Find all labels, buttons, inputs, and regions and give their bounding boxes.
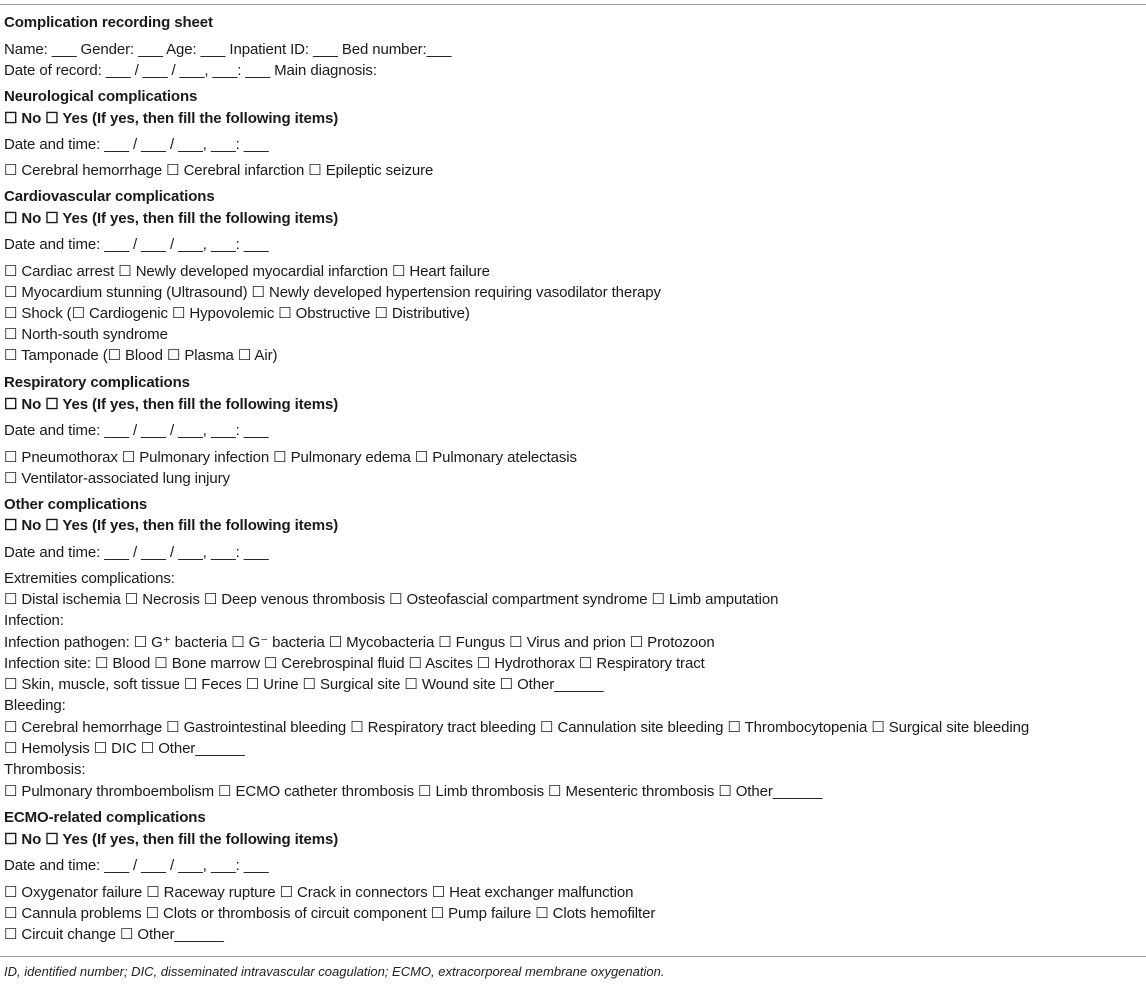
- infection-site-options-row-1[interactable]: Infection site: ☐ Blood ☐ Bone marrow ☐ Cerebrospinal fluid ☐ Ascites ☐ Hydrothorax ☐ Respiratory tract: [4, 655, 705, 672]
- ecmo-date-time-field[interactable]: Date and time: ___ / ___ / ___, ___: ___: [4, 857, 269, 874]
- section-heading-neurological: Neurological complications: [4, 88, 198, 105]
- patient-info-line: Name: ___ Gender: ___ Age: ___ Inpatient ID: ___ Bed number:___: [4, 41, 452, 58]
- neuro-date-time-field[interactable]: Date and time: ___ / ___ / ___, ___: ___: [4, 136, 269, 153]
- extremities-options[interactable]: ☐ Distal ischemia ☐ Necrosis ☐ Deep venous thrombosis ☐ Osteofascial compartment syndrome ☐ Limb amputation: [4, 591, 779, 608]
- resp-date-time-field[interactable]: Date and time: ___ / ___ / ___, ___: ___: [4, 422, 269, 439]
- record-date-line: Date of record: ___ / ___ / ___, ___: ___ Main diagnosis:: [4, 62, 377, 79]
- footnote: ID, identified number; DIC, disseminated intravascular coagulation; ECMO, extracorporeal membrane oxygenation.: [4, 964, 665, 979]
- top-rule: [0, 4, 1146, 5]
- bleeding-options-row-2[interactable]: ☐ Hemolysis ☐ DIC ☐ Other______: [4, 740, 245, 757]
- neuro-yes-no-checkboxes[interactable]: ☐ No ☐ Yes (If yes, then fill the following items): [4, 110, 339, 127]
- section-heading-ecmo: ECMO-related complications: [4, 809, 206, 826]
- infection-label: Infection:: [4, 612, 64, 629]
- resp-options-row-1[interactable]: ☐ Pneumothorax ☐ Pulmonary infection ☐ Pulmonary edema ☐ Pulmonary atelectasis: [4, 449, 577, 466]
- extremities-label: Extremities complications:: [4, 570, 175, 587]
- ecmo-options-row-1[interactable]: ☐ Oxygenator failure ☐ Raceway rupture ☐ Crack in connectors ☐ Heat exchanger malfunction: [4, 884, 634, 901]
- resp-yes-no-checkboxes[interactable]: ☐ No ☐ Yes (If yes, then fill the following items): [4, 396, 339, 413]
- ecmo-options-row-2[interactable]: ☐ Cannula problems ☐ Clots or thrombosis of circuit component ☐ Pump failure ☐ Clots hemofilter: [4, 905, 656, 922]
- infection-site-options-row-2[interactable]: ☐ Skin, muscle, soft tissue ☐ Feces ☐ Urine ☐ Surgical site ☐ Wound site ☐ Other______: [4, 676, 604, 693]
- cardio-north-south-option[interactable]: ☐ North-south syndrome: [4, 326, 168, 343]
- cardio-date-time-field[interactable]: Date and time: ___ / ___ / ___, ___: ___: [4, 236, 269, 253]
- ecmo-options-row-3[interactable]: ☐ Circuit change ☐ Other______: [4, 926, 224, 943]
- other-date-time-field[interactable]: Date and time: ___ / ___ / ___, ___: ___: [4, 544, 269, 561]
- section-heading-cardiovascular: Cardiovascular complications: [4, 188, 215, 205]
- thrombosis-options[interactable]: ☐ Pulmonary thromboembolism ☐ ECMO catheter thrombosis ☐ Limb thrombosis ☐ Mesenteric thrombosis ☐ Other______: [4, 783, 823, 800]
- bottom-rule: [0, 956, 1146, 957]
- section-heading-respiratory: Respiratory complications: [4, 374, 190, 391]
- thrombosis-label: Thrombosis:: [4, 761, 86, 778]
- resp-options-row-2[interactable]: ☐ Ventilator-associated lung injury: [4, 470, 230, 487]
- cardio-shock-options[interactable]: ☐ Shock (☐ Cardiogenic ☐ Hypovolemic ☐ Obstructive ☐ Distributive): [4, 305, 470, 322]
- bleeding-options-row-1[interactable]: ☐ Cerebral hemorrhage ☐ Gastrointestinal bleeding ☐ Respiratory tract bleeding ☐ Cannulation site bleeding ☐ Thrombocytopenia ☐ Surgical site bleeding: [4, 719, 1030, 736]
- bleeding-label: Bleeding:: [4, 697, 66, 714]
- ecmo-yes-no-checkboxes[interactable]: ☐ No ☐ Yes (If yes, then fill the following items): [4, 831, 339, 848]
- cardio-tamponade-options[interactable]: ☐ Tamponade (☐ Blood ☐ Plasma ☐ Air): [4, 347, 278, 364]
- cardio-options-row-2[interactable]: ☐ Myocardium stunning (Ultrasound) ☐ Newly developed hypertension requiring vasodilator therapy: [4, 284, 661, 301]
- cardio-yes-no-checkboxes[interactable]: ☐ No ☐ Yes (If yes, then fill the following items): [4, 210, 339, 227]
- other-yes-no-checkboxes[interactable]: ☐ No ☐ Yes (If yes, then fill the following items): [4, 517, 339, 534]
- neuro-options-checkboxes[interactable]: ☐ Cerebral hemorrhage ☐ Cerebral infarction ☐ Epileptic seizure: [4, 162, 434, 179]
- sheet-title: Complication recording sheet: [4, 14, 213, 31]
- section-heading-other: Other complications: [4, 496, 148, 513]
- infection-pathogen-options[interactable]: Infection pathogen: ☐ G⁺ bacteria ☐ G⁻ bacteria ☐ Mycobacteria ☐ Fungus ☐ Virus and prion ☐ Protozoon: [4, 634, 715, 651]
- cardio-options-row-1[interactable]: ☐ Cardiac arrest ☐ Newly developed myocardial infarction ☐ Heart failure: [4, 263, 490, 280]
